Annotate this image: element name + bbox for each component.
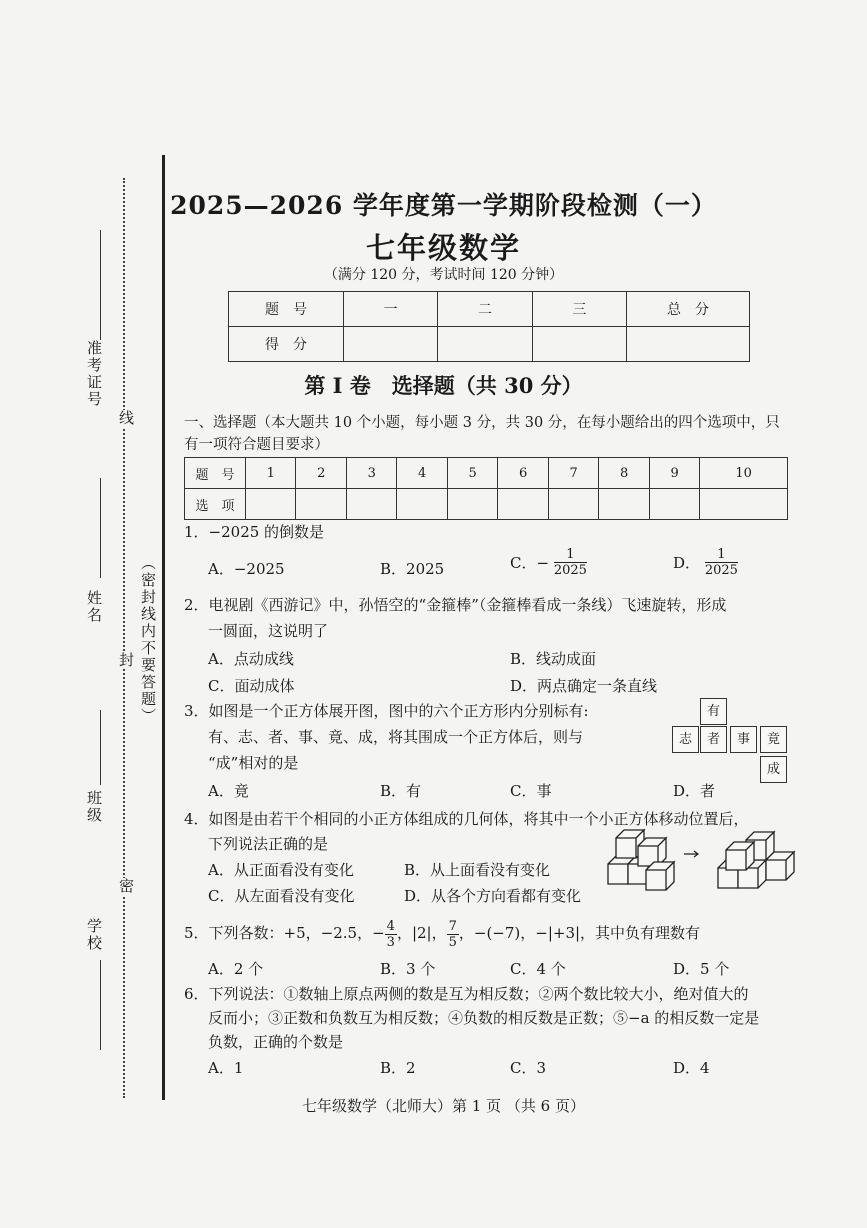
seal-feng: 封 <box>117 652 135 669</box>
page-footer: 七年级数学（北师大）第 1 页 （共 6 页） <box>302 1097 585 1115</box>
net-cell: 志 <box>672 726 699 753</box>
q1-option-d <box>673 547 738 578</box>
net-cell: 有 <box>700 698 727 725</box>
q5-fraction-2 <box>447 919 459 950</box>
fraction-numerator: 7 <box>448 918 457 934</box>
q6-option-b: B．2 <box>380 1059 416 1077</box>
seal-notice: （密封线内不要答题） <box>139 555 157 725</box>
q4-option-b: B．从上面看没有变化 <box>404 861 551 879</box>
q6-option-d: D．4 <box>673 1059 710 1077</box>
q3-stem-line3: “成”相对的是 <box>208 754 299 772</box>
class-blank <box>100 710 102 785</box>
answer-cell[interactable] <box>246 489 296 520</box>
score-cell[interactable] <box>344 327 438 362</box>
score-cell[interactable] <box>627 327 750 362</box>
q6-option-c: C．3 <box>510 1059 547 1077</box>
answer-row-label: 选 项 <box>185 489 246 520</box>
score-table <box>228 291 750 362</box>
answer-cell[interactable] <box>498 489 548 520</box>
q2-option-b: B．线动成面 <box>510 650 597 668</box>
fraction-numerator: 4 <box>386 918 395 934</box>
q5-option-d: D．5 个 <box>673 960 730 978</box>
answer-number: 10 <box>700 458 788 489</box>
answer-number: 2 <box>296 458 346 489</box>
score-cell[interactable] <box>532 327 626 362</box>
q1-option-d-prefix: D． <box>673 554 701 572</box>
class-label: 班级 <box>85 790 103 824</box>
q5-stem-mid: ，|2|， <box>396 924 447 942</box>
answer-number: 8 <box>599 458 649 489</box>
answer-number: 7 <box>548 458 598 489</box>
name-blank <box>100 478 102 578</box>
answer-number: 5 <box>447 458 497 489</box>
q4-stem-line2: 下列说法正确的是 <box>208 835 329 853</box>
answer-cell[interactable] <box>649 489 699 520</box>
fraction-numerator: 1 <box>554 547 587 563</box>
answer-number: 4 <box>397 458 447 489</box>
score-row-label: 得 分 <box>229 327 344 362</box>
q5-option-b: B．3 个 <box>380 960 436 978</box>
q6-stem-line2: 反而小；③正数和负数互为相反数；④负数的相反数是正数；⑤−a 的相反数一定是 <box>208 1009 760 1027</box>
fraction-denominator: 5 <box>448 934 457 950</box>
q4-option-c: C．从左面看没有变化 <box>208 887 355 905</box>
exam-title: 2025—2026 学年度第一学期阶段检测（一） <box>170 191 717 220</box>
q3-option-c: C．事 <box>510 782 552 800</box>
fraction-denominator: 2025 <box>553 563 587 578</box>
q4-stem-line1: 4．如图是由若干个相同的小正方体组成的几何体，将其中一个小正方体移动位置后， <box>184 810 749 828</box>
q2-option-a: A．点动成线 <box>208 650 294 668</box>
q5-stem <box>184 913 700 953</box>
net-cell: 竟 <box>760 726 787 753</box>
answer-cell[interactable] <box>447 489 497 520</box>
q6-option-a: A．1 <box>208 1059 244 1077</box>
section-title: 第 Ⅰ 卷 选择题（共 30 分） <box>304 373 583 398</box>
answer-number: 9 <box>649 458 699 489</box>
q2-option-d: D．两点确定一条直线 <box>510 677 658 695</box>
q1-option-c <box>510 547 587 578</box>
q4-option-d: D．从各个方向看都有变化 <box>404 887 582 905</box>
q3-stem-line1: 3．如图是一个正方体展开图，图中的六个正方形内分别标有: <box>184 702 589 720</box>
score-time-note: （满分 120 分，考试时间 120 分钟） <box>323 267 564 283</box>
answer-cell[interactable] <box>296 489 346 520</box>
q1-option-a: A．−2025 <box>208 560 285 578</box>
exam-subtitle: 七年级数学 <box>365 231 521 265</box>
fraction-denominator: 2025 <box>704 563 738 578</box>
answer-cell[interactable] <box>599 489 649 520</box>
seal-xian: 线 <box>117 410 135 427</box>
q2-stem-line1: 2．电视剧《西游记》中，孙悟空的“金箍棒”（金箍棒看成一条线）飞速旋转，形成 <box>184 596 727 614</box>
q1-option-b: B．2025 <box>380 560 445 578</box>
q1-option-c-fraction <box>554 547 587 578</box>
answer-cell[interactable] <box>700 489 788 520</box>
answer-number: 6 <box>498 458 548 489</box>
q5-option-c: C．4 个 <box>510 960 566 978</box>
answer-number: 3 <box>346 458 396 489</box>
seal-dotted-line <box>123 178 125 1098</box>
name-label: 姓名 <box>85 590 103 624</box>
q3-stem-line2: 有、志、者、事、竟、成，将其围成一个正方体后，则与 <box>208 728 584 746</box>
exam-id-label: 准考证号 <box>85 340 103 408</box>
net-cell: 者 <box>700 726 727 753</box>
answer-cell[interactable] <box>548 489 598 520</box>
school-label: 学校 <box>85 918 103 952</box>
q5-stem-suffix: ，−(−7)，−|+3|，其中负有理数有 <box>458 924 701 942</box>
score-table-header: 二 <box>438 292 532 327</box>
fraction-numerator: 1 <box>705 547 738 563</box>
q3-option-b: B．有 <box>380 782 422 800</box>
q6-stem-line1: 6．下列说法：①数轴上原点两侧的数是互为相反数；②两个数比较大小，绝对值大的 <box>184 985 749 1003</box>
q5-fraction-1 <box>385 919 397 950</box>
score-table-header: 三 <box>532 292 626 327</box>
answer-table-label: 题 号 <box>185 458 246 489</box>
net-cell: 事 <box>730 726 757 753</box>
net-cell: 成 <box>760 756 787 783</box>
binding-line <box>162 155 165 1100</box>
q6-stem-line3: 负数，正确的个数是 <box>208 1033 344 1051</box>
seal-mi: 密 <box>117 878 135 895</box>
fraction-denominator: 3 <box>386 934 395 950</box>
q4-option-a: A．从正面看没有变化 <box>208 861 354 879</box>
score-table-header: 题 号 <box>229 292 344 327</box>
q3-option-a: A．竟 <box>208 782 249 800</box>
q5-option-a: A．2 个 <box>208 960 264 978</box>
q2-stem-line2: 一圆面，这说明了 <box>208 622 329 640</box>
section-instruction: 一、选择题（本大题共 10 个小题，每小题 3 分，共 30 分，在每小题给出的四个选项中，只有一项符合题目要求） <box>184 415 780 453</box>
q1-option-d-fraction <box>705 547 738 578</box>
answer-cell[interactable] <box>397 489 447 520</box>
q1-option-c-prefix: C．− <box>510 554 550 572</box>
q5-stem-prefix: 5．下列各数：+5，−2.5，− <box>184 924 385 942</box>
q3-option-d: D．者 <box>673 782 716 800</box>
score-table-header: 一 <box>344 292 438 327</box>
answer-table <box>184 457 788 520</box>
score-table-header: 总 分 <box>627 292 750 327</box>
cube-stack-figure <box>598 826 798 896</box>
answer-cell[interactable] <box>346 489 396 520</box>
school-blank <box>100 960 102 1050</box>
answer-number: 1 <box>246 458 296 489</box>
score-cell[interactable] <box>438 327 532 362</box>
q1-stem: 1．−2025 的倒数是 <box>184 523 325 541</box>
q2-option-c: C．面动成体 <box>208 677 295 695</box>
